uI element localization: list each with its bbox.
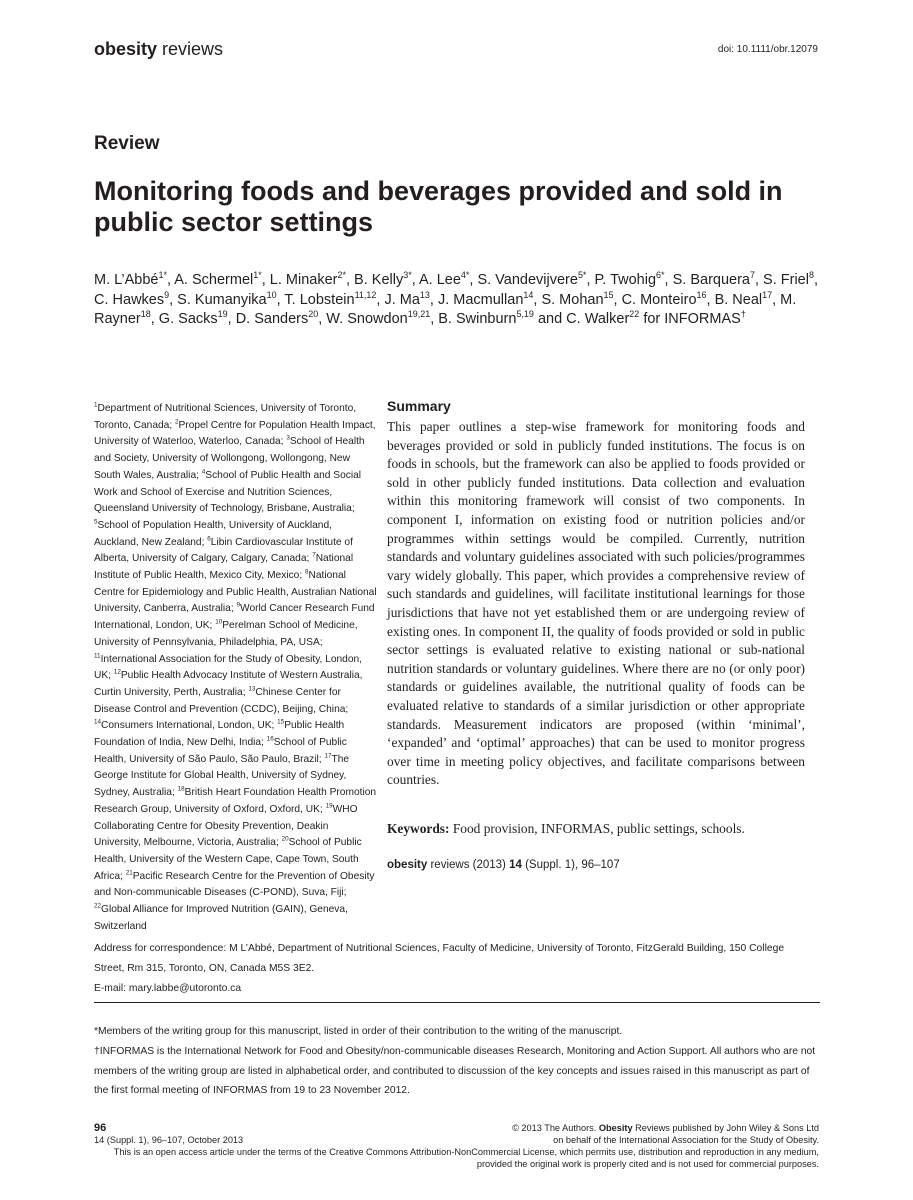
article-title: Monitoring foods and beverages provided and sold in public sector settings xyxy=(94,176,783,237)
affiliations: $^1$Department of Nutritional Sciences, University of Toronto, Toronto, Canada; $^2$Propel Centre for Population Health Impact, University of Waterloo, Waterloo, Canada; $^3$School of Health and Society, University of Wollongong, Wollongong, New South Wales, Australia; $^4$School of Public Health and Social Work and School of Exercise and Nutrition Sciences, Queensland University of Technology, Brisbane, Australia; $^5$School of Population Health, University of Auckland, Auckland, New Zealand; $^6$Libin Cardiovascular Institute of Alberta, University of Calgary, Calgary, Canada; $^7$National Institute of Public Health, Mexico City, Mexico; $^8$National Centre for Epidemiology and Public Health, Australian National University, Canberra, Australia; $^9$World Cancer Research Fund International, London, UK; $^{10}$Perelman School of Medicine, University of Pennsylvania, Philadelphia, PA, USA; $^{11}$International Association for the Study of Obesity, London, UK; $^{12}$Public Health Advocacy Institute of Western Australia, Curtin University, Perth, Australia; $^{13}$Chinese Center for Disease Control and Prevention (CCDC), Beijing, China; $^{14}$Consumers International, London, UK; $^{15}$Public Health Foundation of India, New Delhi, India; $^{16}$School of Public Health, University of São Paulo, São Paulo, Brazil; $^{17}$The George Institute for Global Health, University of Sydney, Sydney, Australia; $^{18}$British Heart Foundation Health Promotion Research Group, University of Oxford, Oxford, UK; $^{19}$WHO Collaborating Centre for Obesity Prevention, Deakin University, Melbourne, Victoria, Australia; $^{20}$School of Public Health, University of the Western Cape, Cape Town, South Africa; $^{21}$Pacific Research Centre for the Prevention of Obesity and Non-communicable Diseases (C-POND), Suva, Fiji; $^{22}$Global Alliance for Improved Nutrition (GAIN), Geneva, Switzerland xyxy=(94,401,377,932)
copyright xyxy=(319,1123,819,1146)
correspondence-address: Address for correspondence: M L’Abbé, Department of Nutritional Sciences, Faculty of Medicine, University of Toronto, FitzGerald Building, 150 College Street, Rm 315, Toronto, ON, Canada M5S 3E2. xyxy=(94,943,785,974)
license-notice: This is an open access article under the terms of the Creative Commons Attribution-NonCommercial License, which permits use, distribution and reproduction in any medium, provided the original work is properly cited and is not used for commercial purposes. xyxy=(113,1147,819,1169)
section-label: Review xyxy=(94,133,160,154)
citation-journal-bold: obesity xyxy=(387,859,428,871)
keywords-list: Food provision, INFORMAS, public settings, schools. xyxy=(452,821,745,836)
summary-text: This paper outlines a step-wise framework for monitoring foods and beverages provided or sold in publicly funded institutions. The focus is on foods in schools, but the framework can also be applied to foods provided or sold in other publicly funded institutions. Data collection and evaluation within this monitoring framework will consist of two components. In component I, information on existing food or nutrition policies and/or programmes within settings would be compiled. Currently, nutrition standards and voluntary guidelines associated with such policies/programmes vary widely globally. This paper, which provides a comprehensive review of such standards and guidelines, will facilitate institutional learnings for those jurisdictions that have not yet established them or are undergoing review of existing ones. In component II, the quality of foods provided or sold in public sector settings is evaluated relative to existing national or sub-national nutrition standards or voluntary guidelines. Where there are no (or only poor) standards or guidelines available, the nutritional quality of foods can be evaluated relative to standards of a similar jurisdiction or other appropriate standards. Measurement indicators are proposed (within ‘minimal’, ‘expanded’ and ‘optimal’ approaches) that can be used to monitor progress over time in meeting policy objectives, and facilitate comparisons between countries. xyxy=(387,419,805,788)
citation-journal-rest: reviews (2013) xyxy=(430,859,506,871)
correspondence xyxy=(94,939,814,998)
note-writing-group: *Members of the writing group for this manuscript, listed in order of their contribution to the writing of the manuscript. xyxy=(94,1026,623,1037)
keywords xyxy=(387,821,805,837)
page-number: 96 xyxy=(94,1122,107,1134)
issue-info: 14 (Suppl. 1), 96–107, October 2013 xyxy=(94,1135,244,1145)
copyright-pre: © 2013 The Authors. xyxy=(512,1123,597,1133)
journal-name-rest: reviews xyxy=(162,39,224,59)
divider xyxy=(94,1002,820,1003)
copyright-post: Reviews published by John Wiley & Sons Ltd xyxy=(635,1123,819,1133)
journal-name xyxy=(94,39,223,60)
doi[interactable]: doi: 10.1111/obr.12079 xyxy=(717,44,818,55)
citation xyxy=(387,859,620,871)
author-list: M. L’Abbé$^{1*}$, A. Schermel$^{1*}$, L. Minaker$^{2*}$, B. Kelly$^{3*}$, A. Lee$^{4*}$, S. Vandevijvere$^{5*}$, P. Twohig$^{6*}$, S. Barquera$^7$, S. Friel$^8$, C. Hawkes$^9$, S. Kumanyika$^{10}$, T. Lobstein$^{11,12}$, J. Ma$^{13}$, J. Macmullan$^{14}$, S. Mohan$^{15}$, C. Monteiro$^{16}$, B. Neal$^{17}$, M. Rayner$^{18}$, G. Sacks$^{19}$, D. Sanders$^{20}$, W. Snowdon$^{19,21}$, B. Swinburn$^{5,19}$ and C. Walker$^{22}$ for INFORMAS† xyxy=(94,270,818,327)
author-notes xyxy=(94,1022,824,1101)
copyright-line2: on behalf of the International Association for the Study of Obesity. xyxy=(553,1134,819,1145)
journal-name-bold: obesity xyxy=(94,39,158,59)
correspondence-email[interactable]: E-mail: mary.labbe@utoronto.ca xyxy=(94,982,242,994)
summary-heading: Summary xyxy=(387,398,451,414)
citation-volume: 14 xyxy=(509,859,522,871)
note-informas: †INFORMAS is the International Network for Food and Obesity/non-communicable diseases Research, Monitoring and Action Support. All authors who are not members of the writing group are listed in alphabetical order, and contributed to discussion of the key concepts and issues raised in this manuscript as part of the first formal meeting of INFORMAS from 19 to 23 November 2012. xyxy=(94,1045,816,1097)
citation-rest: (Suppl. 1), 96–107 xyxy=(525,859,620,871)
keywords-label: Keywords: xyxy=(387,821,450,836)
copyright-journal: Obesity xyxy=(598,1123,633,1133)
